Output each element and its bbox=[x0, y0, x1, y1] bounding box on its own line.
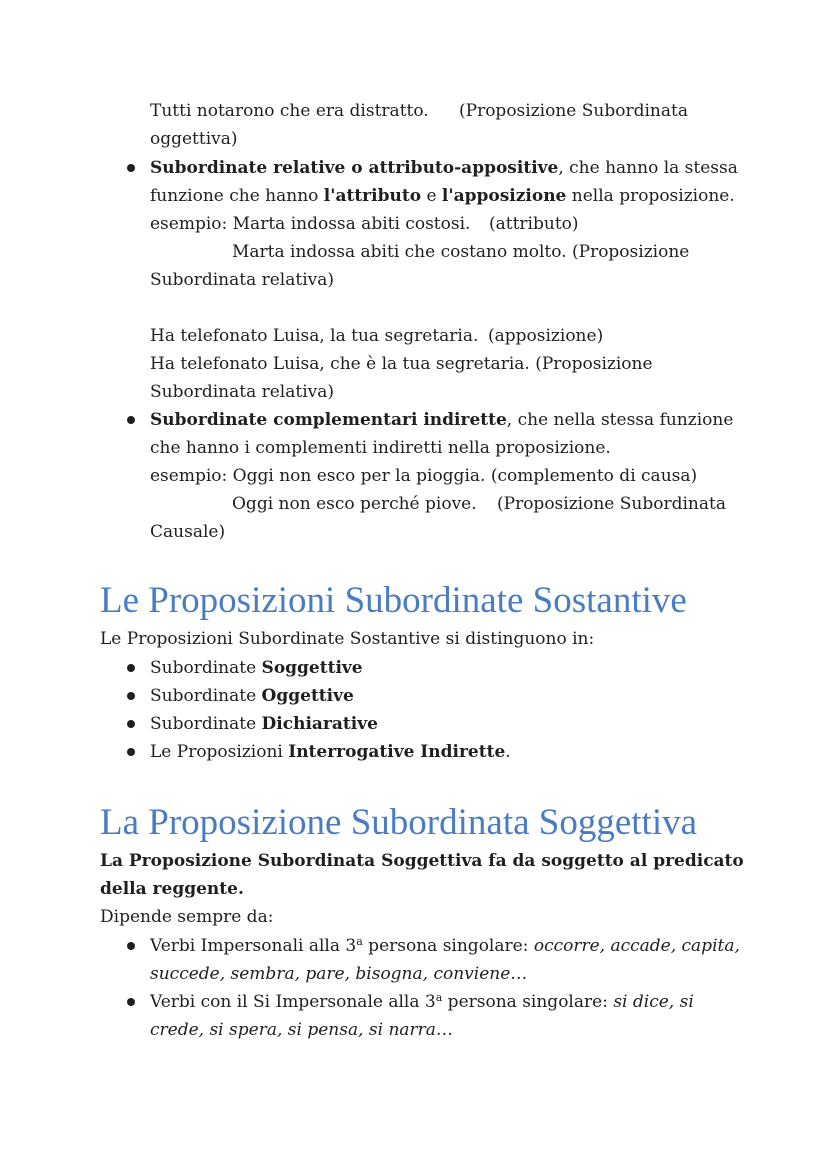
example-sentence: esempio: Marta indossa abiti costosi. bbox=[150, 214, 471, 234]
item-text: , che hanno la stessa bbox=[558, 158, 738, 178]
text: Le Proposizioni bbox=[150, 742, 289, 762]
text: funzione che hanno bbox=[150, 186, 324, 206]
bullet-dot bbox=[127, 720, 135, 728]
term: Dichiarative bbox=[261, 714, 378, 734]
example-sentence: Oggi non esco perché piove. bbox=[232, 494, 477, 514]
term-attributo: l'attributo bbox=[323, 186, 422, 206]
section-heading-soggettiva: La Proposizione Subordinata Soggettiva bbox=[100, 802, 698, 843]
list-item-oggettive bbox=[150, 682, 354, 710]
example-annotation: (attributo) bbox=[489, 214, 579, 234]
verb-examples-cont: crede, si spera, si pensa, si narra… bbox=[150, 1020, 453, 1040]
example-sentence: esempio: Oggi non esco per la pioggia. (complemento di causa) bbox=[150, 466, 698, 486]
text: Verbi con il Si Impersonale alla 3 bbox=[150, 992, 436, 1012]
text: persona singolare: bbox=[362, 936, 534, 956]
text: . bbox=[505, 742, 511, 762]
list-item-interrogative bbox=[150, 738, 511, 766]
list-item-relative bbox=[150, 154, 738, 182]
term: Interrogative Indirette bbox=[288, 742, 506, 762]
bullet-dot bbox=[127, 692, 135, 700]
verb-examples: si dice, si bbox=[613, 992, 694, 1012]
text: nella proposizione. bbox=[566, 186, 735, 206]
text: Verbi Impersonali alla 3 bbox=[150, 936, 357, 956]
superscript: a bbox=[435, 991, 443, 1004]
item-text: , che nella stessa funzione bbox=[506, 410, 734, 430]
bullet-dot bbox=[127, 748, 135, 756]
example-annotation-cont: Subordinata relativa) bbox=[150, 382, 335, 402]
text: Subordinate bbox=[150, 658, 262, 678]
term-relative: Subordinate relative o attributo-appositive bbox=[150, 158, 559, 178]
bullet-dot bbox=[127, 664, 135, 672]
list-item-dichiarative bbox=[150, 710, 378, 738]
complementari-line-2: che hanno i complementi indiretti nella proposizione. bbox=[150, 438, 611, 458]
example-sentence: Ha telefonato Luisa, che è la tua segretaria. (Proposizione bbox=[150, 354, 653, 374]
section-heading-sostantive: Le Proposizioni Subordinate Sostantive bbox=[100, 580, 687, 621]
verb-examples-cont: succede, sembra, pare, bisogna, conviene… bbox=[150, 964, 528, 984]
definition-line-2: della reggente. bbox=[100, 879, 244, 899]
term-complementari: Subordinate complementari indirette bbox=[150, 410, 507, 430]
relative-line-2 bbox=[150, 182, 735, 210]
example-annotation: (Proposizione Subordinata bbox=[459, 101, 688, 121]
bullet-dot bbox=[127, 416, 135, 424]
bullet-dot bbox=[127, 164, 135, 172]
example-annotation: (Proposizione Subordinata bbox=[497, 494, 726, 514]
example-annotation-cont: Causale) bbox=[150, 522, 226, 542]
text: Subordinate bbox=[150, 714, 262, 734]
term: Soggettive bbox=[261, 658, 363, 678]
list-item-verbi-impersonali bbox=[150, 932, 740, 960]
example-annotation-cont: oggettiva) bbox=[150, 129, 238, 149]
dipende-label: Dipende sempre da: bbox=[100, 907, 274, 927]
bullet-dot bbox=[127, 998, 135, 1006]
example-annotation-cont: Subordinata relativa) bbox=[150, 270, 335, 290]
list-item-soggettive bbox=[150, 654, 363, 682]
text: persona singolare: bbox=[442, 992, 614, 1012]
text: Subordinate bbox=[150, 686, 262, 706]
definition-line-1: La Proposizione Subordinata Soggettiva fa da soggetto al predicato bbox=[100, 851, 744, 871]
term: Oggettive bbox=[261, 686, 354, 706]
example-sentence: Marta indossa abiti che costano molto. (Proposizione bbox=[232, 242, 690, 262]
example-annotation: (apposizione) bbox=[488, 326, 604, 346]
superscript: a bbox=[356, 935, 363, 948]
text: e bbox=[421, 186, 442, 206]
list-item-complementari bbox=[150, 406, 733, 434]
list-item-si-impersonale bbox=[150, 988, 694, 1016]
example-sentence: Tutti notarono che era distratto. bbox=[150, 101, 429, 121]
sostantive-intro: Le Proposizioni Subordinate Sostantive si distinguono in: bbox=[100, 629, 595, 649]
verb-examples: occorre, accade, capita, bbox=[533, 936, 740, 956]
bullet-dot bbox=[127, 942, 135, 950]
example-sentence: Ha telefonato Luisa, la tua segretaria. bbox=[150, 326, 479, 346]
term-apposizione: l'apposizione bbox=[441, 186, 567, 206]
